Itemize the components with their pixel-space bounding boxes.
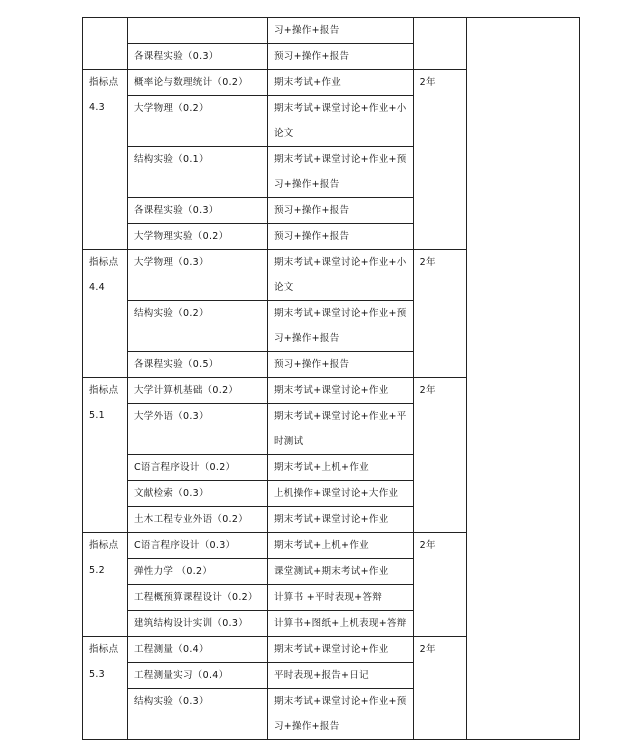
assessment-method-line: 习+操作+报告 <box>274 333 340 344</box>
indicator-label: 指标点 <box>89 77 119 88</box>
indicator-number: 5.1 <box>89 410 106 421</box>
assessment-method-cell <box>268 404 414 455</box>
indicator-number: 5.2 <box>89 565 106 576</box>
indicator-point-cell <box>83 250 128 378</box>
indicator-number: 4.3 <box>89 102 106 113</box>
indicator-label: 指标点 <box>89 644 119 655</box>
years-cell: 2年 <box>413 250 466 378</box>
course-cell: 大学物理实验（0.2） <box>128 224 268 250</box>
assessment-method-cell <box>268 663 414 689</box>
course-cell: 文献检索（0.3） <box>128 481 268 507</box>
assessment-method-line: 期末考试+上机+作业 <box>274 462 369 473</box>
course-cell: C语言程序设计（0.3） <box>128 533 268 559</box>
assessment-method-line: 期末考试+课堂讨论+作业+小 <box>274 103 407 114</box>
years-cell: 2年 <box>413 378 466 533</box>
indicator-label: 指标点 <box>89 257 119 268</box>
course-cell: 结构实验（0.1） <box>128 147 268 198</box>
assessment-method-cell <box>268 637 414 663</box>
indicator-label: 指标点 <box>89 540 119 551</box>
assessment-method-line: 期末考试+课堂讨论+作业+预 <box>274 308 407 319</box>
assessment-method-cell <box>268 44 414 70</box>
assessment-method-line: 期末考试+课堂讨论+作业+预 <box>274 696 407 707</box>
indicator-label: 指标点 <box>89 385 119 396</box>
assessment-method-cell <box>268 250 414 301</box>
assessment-method-cell <box>268 198 414 224</box>
assessment-method-cell <box>268 352 414 378</box>
assessment-method-line: 平时表现+报告+日记 <box>274 670 369 681</box>
assessment-method-line: 习+操作+报告 <box>274 25 340 36</box>
assessment-method-cell <box>268 689 414 740</box>
indicator-point-cell <box>83 378 128 533</box>
course-cell: 结构实验（0.2） <box>128 301 268 352</box>
assessment-method-line: 期末考试+上机+作业 <box>274 540 369 551</box>
course-cell: 大学物理（0.3） <box>128 250 268 301</box>
course-cell: 概率论与数理统计（0.2） <box>128 70 268 96</box>
assessment-method-line: 预习+操作+报告 <box>274 359 350 370</box>
course-cell: 建筑结构设计实训（0.3） <box>128 611 268 637</box>
years-cell: 2年 <box>413 533 466 637</box>
course-cell: 大学计算机基础（0.2） <box>128 378 268 404</box>
assessment-method-line: 期末考试+课堂讨论+作业+小 <box>274 257 407 268</box>
course-cell: 工程测量实习（0.4） <box>128 663 268 689</box>
assessment-method-cell <box>268 378 414 404</box>
assessment-method-line: 预习+操作+报告 <box>274 231 350 242</box>
course-cell: 工程概预算课程设计（0.2） <box>128 585 268 611</box>
indicator-point-cell <box>83 70 128 250</box>
course-cell: C语言程序设计（0.2） <box>128 455 268 481</box>
assessment-method-line: 期末考试+课堂讨论+作业 <box>274 385 389 396</box>
assessment-method-line: 期末考试+作业 <box>274 77 342 88</box>
indicator-point-cell <box>83 18 128 70</box>
assessment-method-cell <box>268 481 414 507</box>
assessment-method-line: 期末考试+课堂讨论+作业 <box>274 644 389 655</box>
assessment-method-cell <box>268 301 414 352</box>
assessment-method-line: 预习+操作+报告 <box>274 51 350 62</box>
assessment-method-line: 习+操作+报告 <box>274 179 340 190</box>
assessment-method-line: 上机操作+课堂讨论+大作业 <box>274 488 399 499</box>
assessment-method-cell <box>268 559 414 585</box>
assessment-method-cell <box>268 585 414 611</box>
assessment-method-cell <box>268 18 414 44</box>
remarks-cell <box>466 18 579 740</box>
course-cell: 各课程实验（0.3） <box>128 198 268 224</box>
assessment-method-line: 期末考试+课堂讨论+作业+平 <box>274 411 407 422</box>
table-row <box>83 18 580 44</box>
assessment-method-line: 计算书+图纸+上机表现+答辩 <box>274 618 407 629</box>
course-cell: 大学外语（0.3） <box>128 404 268 455</box>
indicator-point-cell <box>83 533 128 637</box>
years-cell: 2年 <box>413 637 466 740</box>
assessment-method-line: 习+操作+报告 <box>274 721 340 732</box>
course-cell: 结构实验（0.3） <box>128 689 268 740</box>
indicator-point-cell <box>83 637 128 740</box>
course-cell: 各课程实验（0.3） <box>128 44 268 70</box>
course-cell: 弹性力学 （0.2） <box>128 559 268 585</box>
years-cell: 2年 <box>413 70 466 250</box>
assessment-method-line: 计算书 +平时表现+答辩 <box>274 592 383 603</box>
assessment-method-cell <box>268 147 414 198</box>
course-cell: 大学物理（0.2） <box>128 96 268 147</box>
assessment-method-line: 时测试 <box>274 436 304 447</box>
assessment-method-cell <box>268 224 414 250</box>
assessment-method-line: 期末考试+课堂讨论+作业+预 <box>274 154 407 165</box>
assessment-method-cell <box>268 96 414 147</box>
assessment-method-line: 论文 <box>274 282 294 293</box>
assessment-method-line: 期末考试+课堂讨论+作业 <box>274 514 389 525</box>
course-cell: 工程测量（0.4） <box>128 637 268 663</box>
course-cell: 各课程实验（0.5） <box>128 352 268 378</box>
assessment-method-cell <box>268 611 414 637</box>
assessment-method-cell <box>268 70 414 96</box>
assessment-method-line: 预习+操作+报告 <box>274 205 350 216</box>
assessment-method-cell <box>268 507 414 533</box>
indicator-number: 5.3 <box>89 669 106 680</box>
years-cell <box>413 18 466 70</box>
assessment-method-line: 论文 <box>274 128 294 139</box>
assessment-method-cell <box>268 455 414 481</box>
indicator-table <box>82 17 580 740</box>
assessment-method-cell <box>268 533 414 559</box>
course-cell <box>128 18 268 44</box>
assessment-method-line: 课堂测试+期末考试+作业 <box>274 566 389 577</box>
indicator-table-body <box>83 18 580 740</box>
indicator-number: 4.4 <box>89 282 106 293</box>
course-cell: 土木工程专业外语（0.2） <box>128 507 268 533</box>
